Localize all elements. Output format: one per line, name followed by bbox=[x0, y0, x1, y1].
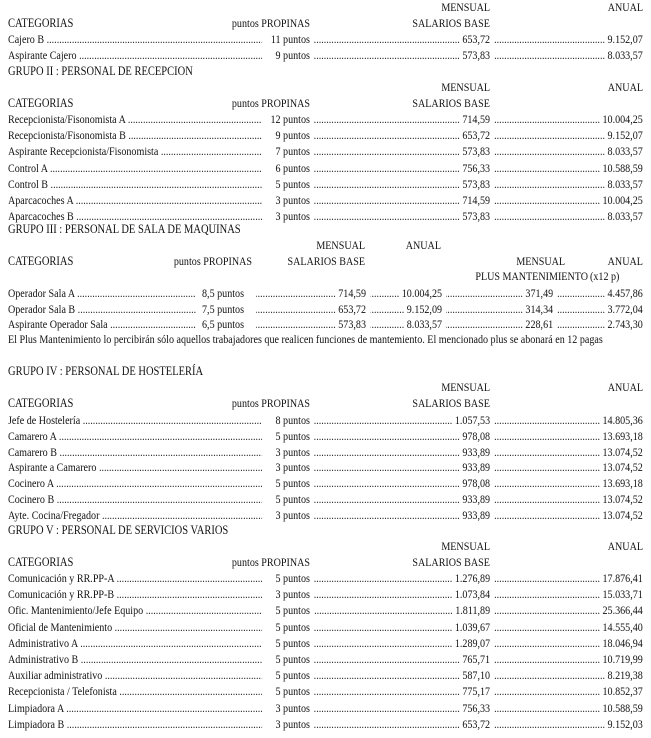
grupo2-row-5-puntos: 3 puntos bbox=[275, 193, 310, 207]
grupo4-row-4-puntos: 5 puntos bbox=[275, 476, 310, 491]
g4-anual-heading: ANUAL bbox=[607, 380, 644, 394]
grupo4-row-1-categoria: Camarero A ..... bbox=[8, 429, 262, 445]
g3-anual-heading: ANUAL bbox=[405, 238, 441, 252]
grupo2-row-4-puntos: 5 puntos bbox=[275, 176, 310, 191]
grupo3-row-1-plus-mensual: 314,34 ..... bbox=[446, 302, 553, 318]
grupo4-row-2-puntos: 3 puntos bbox=[275, 444, 310, 459]
g2-categorias-heading: CATEGORIAS bbox=[7, 96, 74, 110]
grupo4-row-6-puntos: 3 puntos bbox=[275, 507, 310, 522]
grupo4-row-2-categoria: Camarero B ..... bbox=[8, 445, 262, 461]
grupo5-row-6-mensual: 587,10 ..... bbox=[314, 668, 490, 684]
grupo2-row-3-anual: 10.588,59 ..... bbox=[494, 161, 643, 177]
grupo4-row-2-anual: 13.074,52 ..... bbox=[494, 445, 643, 461]
grupo3-row-1-puntos: 7,5 puntos bbox=[202, 301, 245, 316]
grupo5-row-0-anual: 17.876,41 ..... bbox=[494, 571, 643, 587]
grupo2-row-0-categoria: Recepcionista/Fisonomista A ..... bbox=[8, 112, 262, 128]
grupo1-row-0-mensual: 653,72 ..... bbox=[314, 32, 490, 48]
grupo5-row-0-puntos: 5 puntos bbox=[275, 571, 310, 585]
grupo5-row-9-anual: 9.152,03 ..... bbox=[494, 717, 643, 733]
grupo4-row-1-puntos: 5 puntos bbox=[275, 428, 310, 443]
grupo5-row-4-anual: 18.046,94 ..... bbox=[494, 636, 643, 652]
grupo5-row-8-categoria: Limpiadora A ..... bbox=[8, 701, 262, 717]
grupo3-row-0-plus-anual: 4.457,86 ..... bbox=[557, 286, 643, 302]
grupo3-row-0-plus-mensual: 371,49 ..... bbox=[446, 286, 553, 302]
grupo4-row-1-anual: 13.693,18 ..... bbox=[494, 429, 643, 445]
grupo2-row-1-mensual: 653,72 ..... bbox=[314, 128, 490, 144]
grupo5-row-8-anual: 10.588,59 ..... bbox=[494, 701, 643, 717]
grupo5-row-9-puntos: 3 puntos bbox=[275, 716, 310, 731]
grupo5-row-0-mensual: 1.276,89 ..... bbox=[314, 571, 490, 587]
g3-salarios-heading: SALARIOS BASE bbox=[287, 254, 366, 268]
grupo5-row-1-anual: 15.033,71 ..... bbox=[494, 587, 643, 603]
grupo3-title: GRUPO III : PERSONAL DE SALA DE MAQUINAS bbox=[7, 222, 241, 236]
grupo5-row-5-puntos: 5 puntos bbox=[275, 652, 310, 666]
grupo2-row-6-anual: 8.033,57 ..... bbox=[494, 209, 643, 225]
grupo4-row-4-anual: 13.693,18 ..... bbox=[494, 476, 643, 492]
grupo2-row-2-categoria: Aspirante Recepcionista/Fisonomista ..... bbox=[8, 144, 262, 160]
g2-puntos-heading: puntos PROPINAS bbox=[231, 96, 311, 110]
grupo5-row-4-puntos: 5 puntos bbox=[275, 635, 310, 650]
grupo3-row-0-categoria: Operador Sala A ..... bbox=[8, 286, 196, 302]
grupo2-row-5-categoria: Aparcacoches A ..... bbox=[8, 193, 262, 209]
g3-x12p-heading: (x12 p) bbox=[590, 269, 620, 283]
grupo4-row-2-mensual: 933,89 ..... bbox=[314, 445, 490, 461]
grupo3-row-1-anual: 9.152,09 ..... bbox=[370, 302, 442, 318]
grupo1-row-0-puntos: 11 puntos bbox=[270, 32, 310, 46]
grupo2-row-4-anual: 8.033,57 ..... bbox=[494, 177, 643, 193]
grupo4-row-5-puntos: 5 puntos bbox=[275, 492, 310, 506]
grupo2-row-1-anual: 9.152,07 ..... bbox=[494, 128, 643, 144]
grupo2-title: GRUPO II : PERSONAL DE RECEPCION bbox=[7, 64, 193, 78]
grupo1-row-1-puntos: 9 puntos bbox=[275, 48, 310, 62]
g5-mensual-heading: MENSUAL bbox=[441, 539, 491, 553]
grupo4-row-4-categoria: Cocinero A ..... bbox=[8, 476, 262, 492]
g5-salarios-heading: SALARIOS BASE bbox=[412, 555, 490, 569]
grupo3-row-1-plus-anual: 3.772,04 ..... bbox=[557, 302, 643, 318]
grupo3-row-2-mensual: 573,83 ..... bbox=[256, 317, 366, 333]
grupo4-row-3-puntos: 3 puntos bbox=[275, 460, 310, 475]
grupo5-row-6-anual: 8.219,38 ..... bbox=[494, 668, 643, 684]
grupo4-row-3-categoria: Aspirante a Camarero ..... bbox=[8, 460, 262, 476]
grupo3-row-2-categoria: Aspirante Operador Sala ..... bbox=[8, 317, 196, 333]
g3-mensual-heading: MENSUAL bbox=[316, 238, 366, 252]
grupo3-row-0-puntos: 8,5 puntos bbox=[202, 286, 245, 300]
grupo5-title: GRUPO V : PERSONAL DE SERVICIOS VARIOS bbox=[7, 523, 229, 537]
grupo2-row-0-puntos: 12 puntos bbox=[270, 112, 310, 126]
grupo3-row-2-puntos: 6,5 puntos bbox=[202, 317, 245, 331]
g2-mensual-heading: MENSUAL bbox=[441, 80, 491, 94]
g5-categorias-heading: CATEGORIAS bbox=[7, 555, 74, 569]
grupo2-row-6-puntos: 3 puntos bbox=[275, 209, 310, 224]
g3-categorias-heading: CATEGORIAS bbox=[7, 254, 74, 268]
grupo5-row-7-anual: 10.852,37 ..... bbox=[494, 684, 643, 700]
grupo2-row-1-puntos: 9 puntos bbox=[275, 128, 310, 143]
grupo4-row-0-anual: 14.805,36 ..... bbox=[494, 413, 643, 429]
grupo2-row-1-categoria: Recepcionista/Fisonomista B ..... bbox=[8, 128, 262, 144]
grupo5-row-2-categoria: Ofic. Mantenimiento/Jefe Equipo ..... bbox=[8, 603, 262, 619]
g5-puntos-heading: puntos PROPINAS bbox=[231, 555, 311, 569]
grupo5-row-2-mensual: 1.811,89 ..... bbox=[314, 603, 490, 619]
g4-salarios-heading: SALARIOS BASE bbox=[412, 396, 490, 410]
grupo2-row-2-puntos: 7 puntos bbox=[275, 144, 310, 159]
g1-mensual-heading: MENSUAL bbox=[441, 0, 491, 14]
grupo2-row-2-anual: 8.033,57 ..... bbox=[494, 144, 643, 160]
g1-salarios-heading: SALARIOS BASE bbox=[412, 16, 490, 30]
grupo2-row-3-mensual: 756,33 ..... bbox=[314, 161, 490, 177]
g3-plus-heading: PLUS MANTENIMIENTO bbox=[475, 269, 588, 283]
grupo2-row-5-anual: 10.004,25 ..... bbox=[494, 193, 643, 209]
grupo4-row-5-categoria: Cocinero B ..... bbox=[8, 492, 262, 508]
grupo5-row-7-mensual: 775,17 ..... bbox=[314, 684, 490, 700]
grupo3-row-1-categoria: Operador Sala B ..... bbox=[8, 302, 196, 318]
grupo2-row-3-categoria: Control A ..... bbox=[8, 161, 262, 177]
grupo4-title: GRUPO IV : PERSONAL DE HOSTELERÍA bbox=[7, 364, 204, 378]
grupo5-row-8-puntos: 3 puntos bbox=[275, 700, 310, 715]
grupo5-row-1-mensual: 1.073,84 ..... bbox=[314, 587, 490, 603]
grupo1-row-1-categoria: Aspirante Cajero ..... bbox=[8, 48, 262, 64]
grupo5-row-0-categoria: Comunicación y RR.PP-A ..... bbox=[8, 571, 262, 587]
grupo5-row-1-puntos: 3 puntos bbox=[275, 587, 310, 602]
grupo5-row-3-anual: 14.555,40 ..... bbox=[494, 620, 643, 636]
grupo2-row-0-mensual: 714,59 ..... bbox=[314, 112, 490, 128]
grupo1-row-0-anual: 9.152,07 ..... bbox=[494, 32, 643, 48]
grupo3-row-2-plus-anual: 2.743,30 ..... bbox=[557, 317, 643, 333]
grupo4-row-6-mensual: 933,89 ..... bbox=[314, 508, 490, 524]
grupo2-row-3-puntos: 6 puntos bbox=[275, 160, 310, 175]
grupo5-row-8-mensual: 756,33 ..... bbox=[314, 701, 490, 717]
g2-anual-heading: ANUAL bbox=[607, 80, 644, 94]
grupo5-row-9-mensual: 653,72 ..... bbox=[314, 717, 490, 733]
grupo2-row-6-mensual: 573,83 ..... bbox=[314, 209, 490, 225]
grupo5-row-2-anual: 25.366,44 ..... bbox=[494, 603, 643, 619]
grupo5-row-6-puntos: 5 puntos bbox=[275, 668, 310, 683]
grupo4-row-0-mensual: 1.057,53 ..... bbox=[314, 413, 490, 429]
g2-salarios-heading: SALARIOS BASE bbox=[412, 96, 490, 110]
grupo5-row-3-categoria: Oficial de Mantenimiento ..... bbox=[8, 620, 262, 636]
g3-plus-mensual-heading: MENSUAL bbox=[516, 254, 566, 268]
grupo4-row-0-categoria: Jefe de Hostelería ..... bbox=[8, 413, 262, 429]
grupo4-row-0-puntos: 8 puntos bbox=[275, 413, 310, 427]
grupo5-row-6-categoria: Auxiliar administrativo ..... bbox=[8, 668, 262, 684]
grupo5-row-9-categoria: Limpiadora B ..... bbox=[8, 717, 262, 733]
grupo4-row-3-mensual: 933,89 ..... bbox=[314, 460, 490, 476]
grupo3-row-1-mensual: 653,72 ..... bbox=[256, 302, 366, 318]
grupo5-row-3-puntos: 5 puntos bbox=[275, 619, 310, 634]
grupo2-row-5-mensual: 714,59 ..... bbox=[314, 193, 490, 209]
grupo2-row-4-mensual: 573,83 ..... bbox=[314, 177, 490, 193]
g1-categorias-heading: CATEGORIAS bbox=[7, 16, 74, 30]
grupo5-row-7-categoria: Recepcionista / Telefonista ..... bbox=[8, 684, 262, 700]
grupo2-row-2-mensual: 573,83 ..... bbox=[314, 144, 490, 160]
grupo4-row-6-anual: 13.074,52 ..... bbox=[494, 508, 643, 524]
g4-mensual-heading: MENSUAL bbox=[441, 380, 491, 394]
grupo4-row-4-mensual: 978,08 ..... bbox=[314, 476, 490, 492]
g4-puntos-heading: puntos PROPINAS bbox=[231, 396, 311, 410]
grupo4-row-3-anual: 13.074,52 ..... bbox=[494, 460, 643, 476]
grupo1-row-1-mensual: 573,83 ..... bbox=[314, 48, 490, 64]
grupo5-row-1-categoria: Comunicación y RR.PP-B ..... bbox=[8, 587, 262, 603]
grupo2-row-6-categoria: Aparcacoches B ..... bbox=[8, 209, 262, 225]
grupo5-row-5-categoria: Administrativo B ..... bbox=[8, 652, 262, 668]
grupo4-row-5-anual: 13.074,52 ..... bbox=[494, 492, 643, 508]
g1-anual-heading: ANUAL bbox=[607, 0, 644, 14]
grupo3-row-0-anual: 10.004,25 ..... bbox=[370, 286, 442, 302]
grupo3-row-2-plus-mensual: 228,61 ..... bbox=[446, 317, 553, 333]
grupo5-row-4-mensual: 1.289,07 ..... bbox=[314, 636, 490, 652]
grupo4-row-1-mensual: 978,08 ..... bbox=[314, 429, 490, 445]
grupo5-row-5-anual: 10.719,99 ..... bbox=[494, 652, 643, 668]
grupo1-row-0-categoria: Cajero B ..... bbox=[8, 32, 262, 48]
grupo5-row-3-mensual: 1.039,67 ..... bbox=[314, 620, 490, 636]
grupo5-row-5-mensual: 765,71 ..... bbox=[314, 652, 490, 668]
grupo3-row-2-anual: 8.033,57 ..... bbox=[370, 317, 442, 333]
grupo5-row-7-puntos: 5 puntos bbox=[275, 684, 310, 699]
g3-plus-anual-heading: ANUAL bbox=[607, 254, 643, 268]
grupo3-row-0-mensual: 714,59 ..... bbox=[256, 286, 366, 302]
grupo4-row-5-mensual: 933,89 ..... bbox=[314, 492, 490, 508]
g5-anual-heading: ANUAL bbox=[607, 539, 644, 553]
grupo5-row-4-categoria: Administrativo A ..... bbox=[8, 636, 262, 652]
grupo4-row-6-categoria: Ayte. Cocina/Fregador ..... bbox=[8, 508, 262, 524]
g3-puntos-heading: puntos PROPINAS bbox=[173, 254, 252, 268]
grupo1-row-1-anual: 8.033,57 ..... bbox=[494, 48, 643, 64]
grupo5-row-2-puntos: 5 puntos bbox=[275, 603, 310, 618]
grupo2-row-4-categoria: Control B ..... bbox=[8, 177, 262, 193]
grupo2-row-0-anual: 10.004,25 ..... bbox=[494, 112, 643, 128]
g4-categorias-heading: CATEGORIAS bbox=[7, 396, 74, 410]
g1-puntos-heading: puntos PROPINAS bbox=[231, 16, 311, 30]
grupo3-note: El Plus Mantenimiento lo percibirán sólo aquellos trabajadores que realicen funciones de mantemiento. El mencionado plus se abonará en 12 pagas bbox=[7, 332, 603, 346]
